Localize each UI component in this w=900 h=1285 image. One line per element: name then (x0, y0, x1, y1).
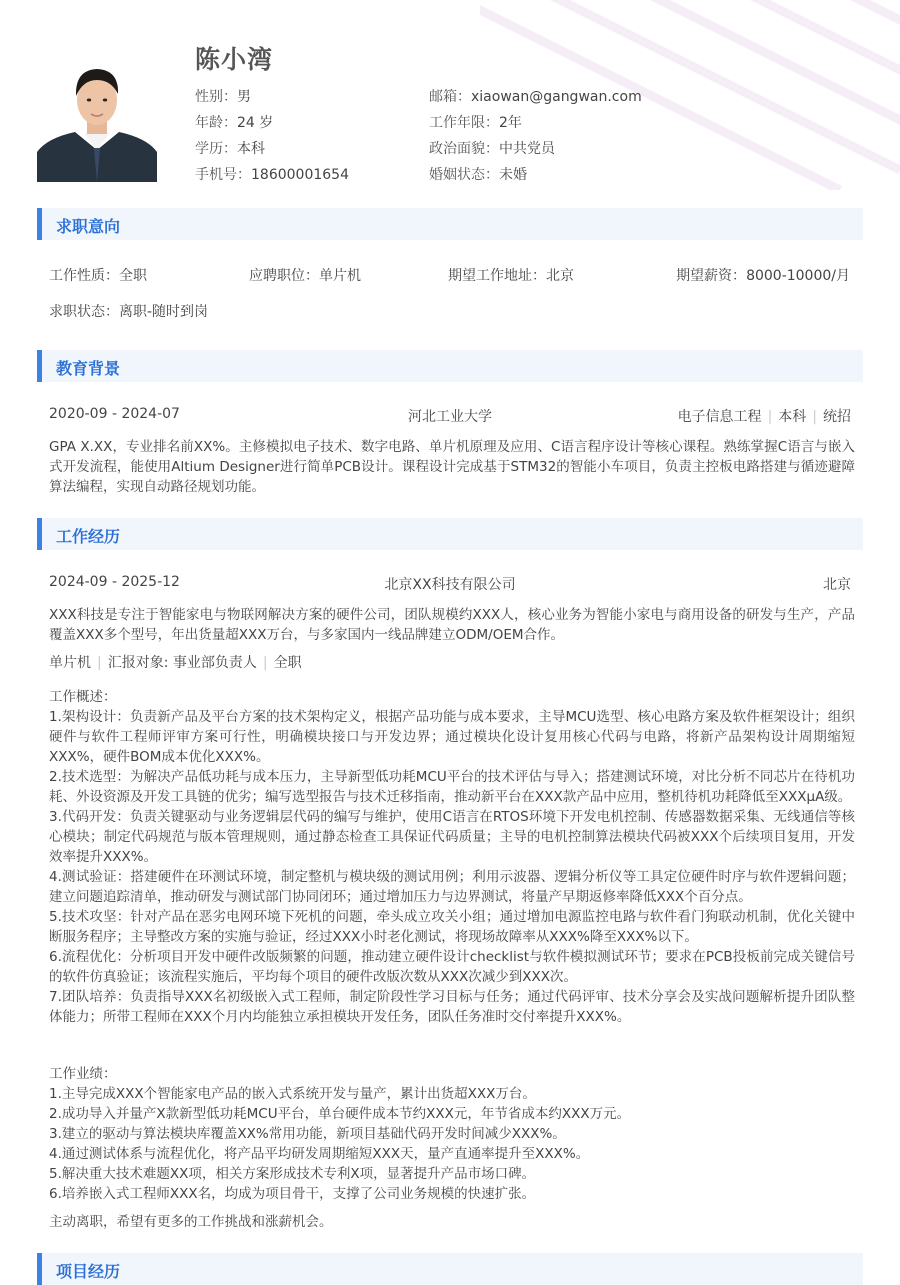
info-gender: 性别：男 (195, 89, 251, 105)
work-period: 2024-09 - 2025-12 (49, 574, 180, 590)
info-political: 政治面貌：中共党员 (429, 141, 555, 157)
info-education: 学历：本科 (195, 141, 265, 157)
info-email: 邮箱：xiaowan@gangwan.com (429, 89, 642, 105)
work-company: 北京XX科技有限公司 (384, 577, 516, 593)
info-marital: 婚姻状态：未婚 (429, 167, 527, 183)
work-achievement-item: 2.成功导入并量产X款新型低功耗MCU平台，单台硬件成本节约XXX元，年节省成本约XXX万元。 (49, 1106, 631, 1122)
intent-position: 应聘职位：单片机 (249, 268, 361, 284)
education-school: 河北工业大学 (408, 409, 492, 425)
work-achievement-item: 5.解决重大技术难题XX项，相关方案形成技术专利X项，显著提升产品市场口碑。 (49, 1166, 536, 1182)
work-leave-reason: 主动离职，希望有更多的工作挑战和涨薪机会。 (49, 1214, 333, 1230)
work-achievement-item: 1.主导完成XXX个智能家电产品的嵌入式系统开发与量产，累计出货超XXX万台。 (49, 1086, 536, 1102)
education-period: 2020-09 - 2024-07 (49, 406, 180, 422)
education-row (49, 406, 851, 426)
work-overview-item: 7.团队培养：负责指导XXX名初级嵌入式工程师，制定阶段性学习目标与任务；通过代码评审、技术分享会及实战问题解析提升团队整体能力；所带工程师在XXX个月内均能独立承担模块开发任务，团队任务准时交付率提升XXX%。 (49, 989, 855, 1025)
education-description: GPA X.XX，专业排名前XX%。主修模拟电子技术、数字电路、单片机原理及应用、C语言程序设计等核心课程。熟练掌握C语言与嵌入式开发流程，能使用Altium Designer进行简单PCB设计。课程设计完成基于STM32的智能小车项目，负责主控板电路搭建与循迹避障算法编程，实现自动路径规划功能。 (49, 439, 855, 495)
work-overview-item: 5.技术攻坚：针对产品在恶劣电网环境下死机的问题，牵头成立攻关小组；通过增加电源监控电路与软件看门狗联动机制，优化关键中断服务程序；主导整改方案的实施与验证，经过XXX小时老化测试，将现场故障率从XXX%降至XXX%以下。 (49, 909, 855, 945)
info-phone: 手机号：18600001654 (195, 167, 349, 183)
work-overview (49, 687, 855, 1027)
work-city: 北京 (823, 577, 851, 593)
section-header-project: 项目经历 (37, 1253, 863, 1285)
work-overview-title: 工作概述： (49, 689, 117, 705)
section-header-education: 教育背景 (37, 350, 863, 382)
work-overview-item: 2.技术选型：为解决产品低功耗与成本压力，主导新型低功耗MCU平台的技术评估与导入；搭建测试环境，对比分析不同芯片在待机功耗、外设资源及开发工具链的优劣；编写选型报告与技术迁移指南，推动新平台在XXX款产品中应用，整机待机功耗降低至XXXμA级。 (49, 769, 855, 805)
work-achievement-item: 4.通过测试体系与流程优化，将产品平均研发周期缩短XXX天，量产直通率提升至XXX%。 (49, 1146, 590, 1162)
work-overview-item: 1.架构设计：负责新产品及平台方案的技术架构定义，根据产品功能与成本要求，主导MCU选型、核心电路方案及软件框架设计；组织硬件与软件工程师评审方案可行性，明确模块接口与开发边界；通过模块化设计复用核心代码与电路，将新产品架构设计周期缩短XXX%，硬件BOM成本优化XXX%。 (49, 709, 855, 765)
work-overview-item: 4.测试验证：搭建硬件在环测试环境，制定整机与模块级的测试用例；利用示波器、逻辑分析仪等工具定位硬件时序与软件逻辑问题；建立问题追踪清单，推动研发与测试部门协同闭环；通过增加压力与边界测试，将量产早期返修率降低XXX个百分点。 (49, 869, 855, 905)
intent-status: 求职状态：离职-随时到岗 (49, 304, 209, 320)
work-achievement-item: 6.培养嵌入式工程师XXX名，均成为项目骨干，支撑了公司业务规模的快速扩张。 (49, 1186, 536, 1202)
work-achievements-title: 工作业绩： (49, 1066, 117, 1082)
work-overview-item: 3.代码开发：负责关键驱动与业务逻辑层代码的编写与维护，使用C语言在RTOS环境下开发电机控制、传感器数据采集、无线通信等核心模块；制定代码规范与版本管理规则，通过静态检查工具保证代码质量；主导的电机控制算法模块代码被XXX个后续项目复用，开发效率提升XXX%。 (49, 809, 855, 865)
info-work-years: 工作年限：2年 (429, 115, 522, 131)
info-age: 年龄：24 岁 (195, 115, 274, 131)
work-company-description: XXX科技是专注于智能家电与物联网解决方案的硬件公司，团队规模约XXX人，核心业务为智能小家电与商用设备的研发与生产，产品覆盖XXX多个型号，年出货量超XXX万台，与多家国内一线品牌建立ODM/OEM合作。 (49, 607, 855, 643)
candidate-name: 陈小湾 (195, 45, 274, 74)
work-tags: 单片机 | 汇报对象: 事业部负责人 | 全职 (49, 655, 302, 671)
intent-location: 期望工作地址：北京 (448, 268, 574, 284)
education-major-info: 电子信息工程 | 本科 | 统招 (677, 409, 851, 425)
work-overview-item: 6.流程优化：分析项目开发中硬件改版频繁的问题，推动建立硬件设计checklist与软件模拟测试环节；要求在PCB投板前完成关键信号的软件仿真验证；该流程实施后，平均每个项目的硬件改版次数从XXX次减少到XXX次。 (49, 949, 855, 985)
intent-job-type: 工作性质：全职 (49, 268, 147, 284)
section-header-intent: 求职意向 (37, 208, 863, 240)
work-achievements (49, 1064, 855, 1204)
intent-salary: 期望薪资：8000-10000/月 (676, 268, 850, 284)
work-achievement-item: 3.建立的驱动与算法模块库覆盖XX%常用功能，新项目基础代码开发时间减少XXX%。 (49, 1126, 566, 1142)
section-header-work: 工作经历 (37, 518, 863, 550)
work-row (49, 574, 851, 594)
avatar (37, 52, 157, 182)
